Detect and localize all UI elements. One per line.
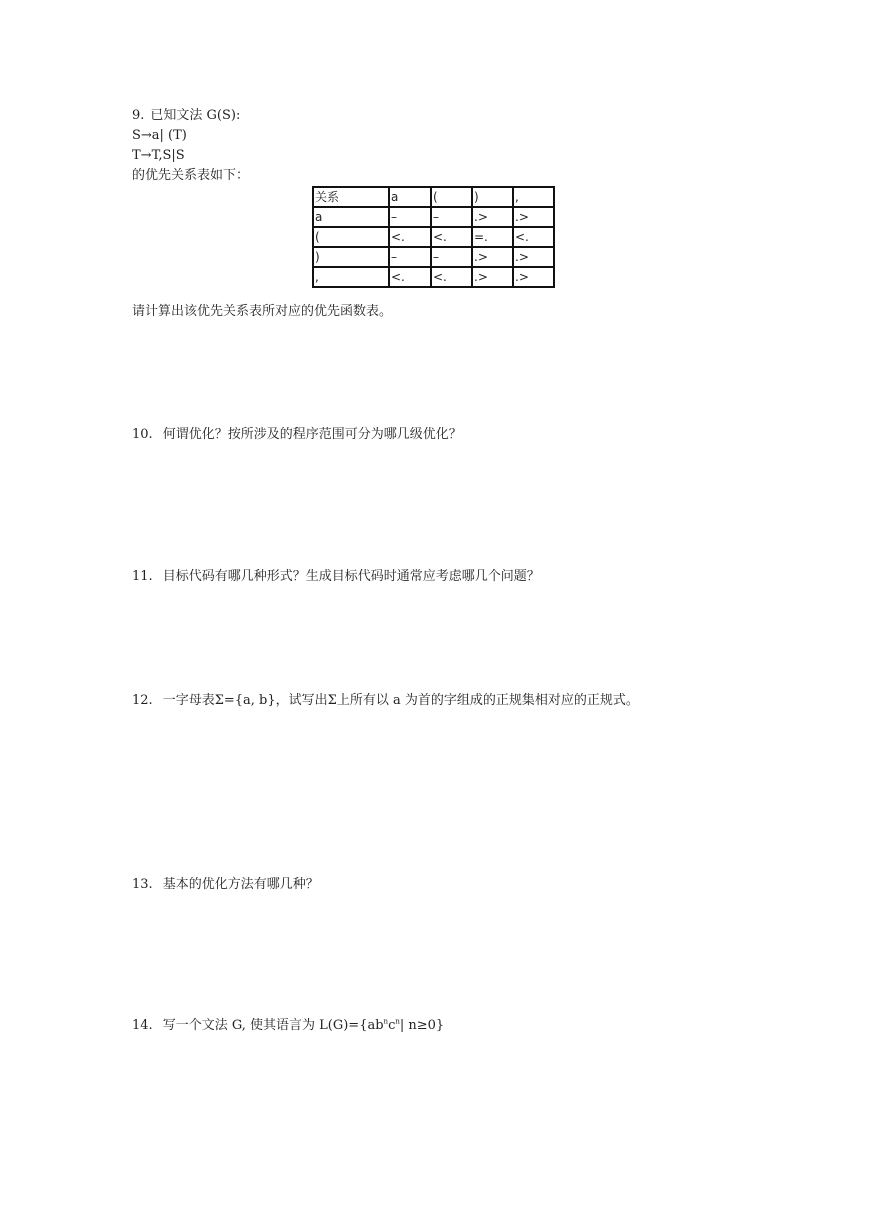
- q14-suffix: | n≥0}: [399, 1018, 445, 1033]
- table-cell: a: [313, 207, 389, 227]
- table-cell: <.: [431, 227, 472, 247]
- table-cell: –: [431, 207, 472, 227]
- table-cell: .>: [513, 247, 554, 267]
- q9-rule-1: S→a| (T): [132, 128, 187, 143]
- q13-text: 基本的优化方法有哪几种？: [162, 877, 319, 892]
- q10-text: 何谓优化？按所涉及的程序范围可分为哪几级优化？: [162, 427, 462, 442]
- q12-text: 一字母表Σ={a, b}，试写出Σ上所有以 a 为首的字组成的正规集相对应的正规式。: [162, 693, 639, 708]
- q11-text: 目标代码有哪几种形式？生成目标代码时通常应考虑哪几个问题？: [162, 569, 540, 584]
- table-cell: (: [313, 227, 389, 247]
- q9-intro: 的优先关系表如下：: [132, 168, 250, 183]
- table-cell: <.: [513, 227, 554, 247]
- q10-number: 10.: [132, 427, 153, 442]
- q14-prefix: 写一个文法 G, 使其语言为 L(G)={ab: [162, 1018, 384, 1033]
- q14-sup-2: n: [395, 1017, 400, 1026]
- table-cell: <.: [389, 267, 431, 287]
- q9-question: 请计算出该优先关系表所对应的优先函数表。: [132, 304, 393, 319]
- table-cell: .>: [472, 267, 513, 287]
- q14-mid: c: [388, 1018, 396, 1033]
- q12-line: [132, 692, 639, 710]
- q11-line: [132, 568, 540, 586]
- table-cell: ,: [313, 267, 389, 287]
- table-header-cell: 关系: [313, 187, 389, 207]
- table-cell: .>: [513, 267, 554, 287]
- q11-number: 11.: [132, 569, 153, 584]
- table-cell: <.: [431, 267, 472, 287]
- q13-line: [132, 876, 319, 894]
- q13-number: 13.: [132, 877, 153, 892]
- table-cell: –: [431, 247, 472, 267]
- table-row: [313, 207, 554, 227]
- table-cell: .>: [472, 207, 513, 227]
- q14-number: 14.: [132, 1018, 153, 1033]
- table-cell: –: [389, 207, 431, 227]
- q9-title: 已知文法 G(S):: [150, 108, 241, 123]
- table-cell: ): [313, 247, 389, 267]
- q9-number: 9.: [132, 108, 145, 123]
- table-row: [313, 227, 554, 247]
- q9-rule-2: T→T,S|S: [132, 148, 185, 163]
- table-cell: .>: [472, 247, 513, 267]
- precedence-table: [312, 186, 555, 288]
- table-row: [313, 267, 554, 287]
- q10-line: [132, 426, 462, 444]
- q14-line: [132, 1017, 444, 1035]
- q12-number: 12.: [132, 693, 153, 708]
- q14-sup-1: n: [383, 1017, 389, 1026]
- table-cell: =.: [472, 227, 513, 247]
- table-row: [313, 247, 554, 267]
- q9-title-line: [132, 107, 240, 125]
- table-header-cell: (: [431, 187, 472, 207]
- table-cell: –: [389, 247, 431, 267]
- table-header-cell: ,: [513, 187, 554, 207]
- table-header-cell: ): [472, 187, 513, 207]
- table-header-cell: a: [389, 187, 431, 207]
- table-header-row: [313, 187, 554, 207]
- table-cell: .>: [513, 207, 554, 227]
- table-cell: <.: [389, 227, 431, 247]
